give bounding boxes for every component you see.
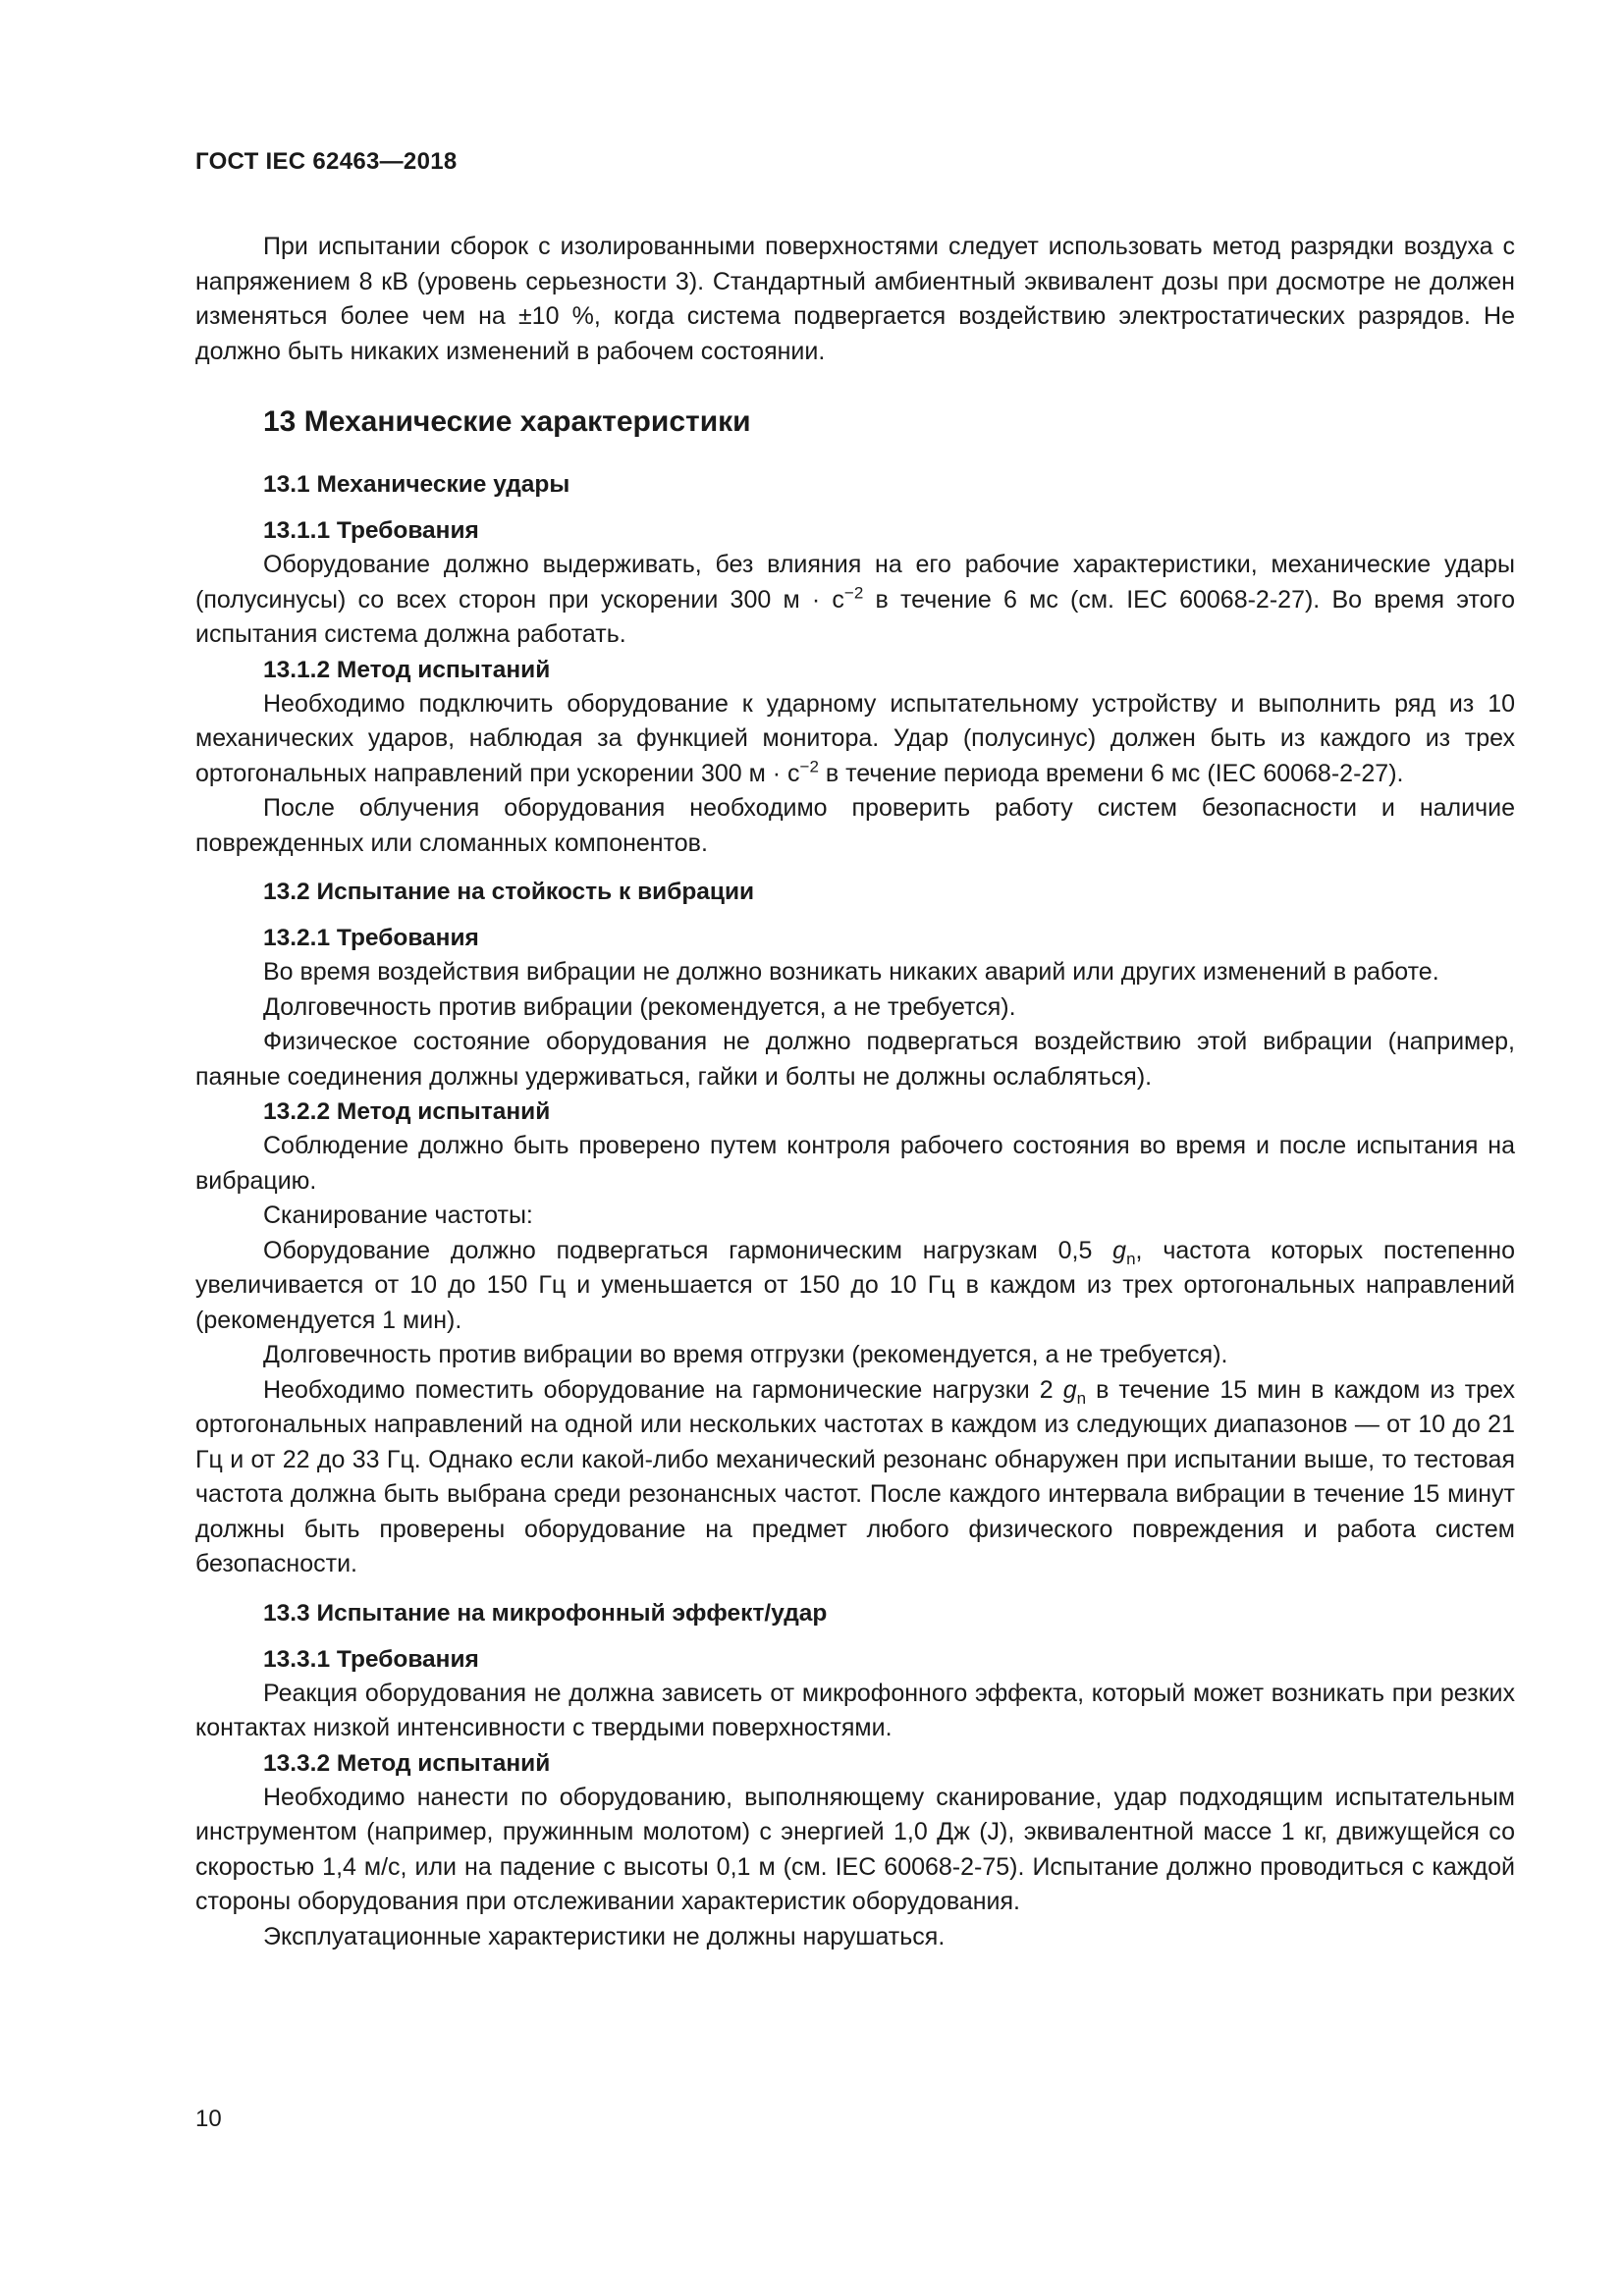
section-13-2-2-paragraph-1: Соблюдение должно быть проверено путем контроля рабочего состояния во время и после испытания на вибрацию.	[195, 1132, 1515, 1195]
section-13-2-title: 13.2 Испытание на стойкость к вибрации	[263, 879, 755, 905]
section-13-2-2-title: 13.2.2 Метод испытаний	[263, 1098, 551, 1125]
section-13-3-title: 13.3 Испытание на микрофонный эффект/удар	[263, 1599, 828, 1627]
document-header: ГОСТ IEC 62463—2018	[195, 148, 458, 175]
section-13-2-1-paragraph-2: Долговечность против вибрации (рекомендуется, а не требуется).	[263, 992, 1016, 1021]
section-13-2-2-paragraph-3: Оборудование должно подвергаться гармоническим нагрузкам 0,5 $g_n$, частота которых постепенно увеличивается от 10 до 150 Гц и уменьшается от 150 до 10 Гц в каждом из трех ортогональных направлений (рекомендуется 1 мин).	[195, 1236, 1515, 1334]
section-13-3-1-title: 13.3.1 Требования	[263, 1645, 479, 1673]
section-13-2-1-paragraph-3: Физическое состояние оборудования не должно подвергаться воздействию этой вибрации (например, паяные соединения должны удерживаться, гайки и болты не должны ослабляться).	[195, 1028, 1515, 1091]
section-13-1-2-paragraph-1: Необходимо подключить оборудование к ударному испытательному устройству и выполнить ряд из 10 механических ударов, наблюдая за функцией монитора. Удар (полусинус) должен быть из каждого из трех ортогональных направлений при ускорении 300 $м \cdot с^{-2}$ в течение периода времени 6 мс (IEC 60068-2-27).	[195, 689, 1515, 787]
section-13-1-2-paragraph-2: После облучения оборудования необходимо проверить работу систем безопасности и наличие поврежденных или сломанных компонентов.	[195, 794, 1515, 857]
section-13-3-2-title: 13.3.2 Метод испытаний	[263, 1749, 551, 1777]
section-13-3-1-paragraph: Реакция оборудования не должна зависеть от микрофонного эффекта, который может возникать при резких контактах низкой интенсивности с твердыми поверхностями.	[195, 1679, 1515, 1741]
document-page	[195, 147, 1515, 1954]
section-13-2-2-paragraph-4: Долговечность против вибрации во время отгрузки (рекомендуется, а не требуется).	[263, 1341, 1228, 1368]
page-number: 10	[195, 2106, 222, 2132]
section-13-1-1-paragraph: Оборудование должно выдерживать, без влияния на его рабочие характеристики, механические удары (полусинусы) со всех сторон при ускорении 300 $м \cdot с^{-2}$ в течение 6 мс (см. IEC 60068-2-27). Во время этого испытания система должна работать.	[195, 551, 1516, 648]
section-13-2-1-title: 13.2.1 Требования	[263, 925, 479, 951]
intro-paragraph: При испытании сборок с изолированными поверхностями следует использовать метод разрядки воздуха с напряжением 8 кВ (уровень серьезности 3). Стандартный амбиентный эквивалент дозы при досмотре не должен изменяться более чем на ±10 %, когда система подвергается воздействию электростатических разрядов. Не должно быть никаких изменений в рабочем состоянии.	[195, 233, 1515, 365]
section-13-title: 13 Механические характеристики	[263, 405, 751, 438]
section-13-2-1-paragraph-1: Во время воздействия вибрации не должно возникать никаких аварий или других изменений в работе.	[263, 958, 1439, 986]
section-13-1-2-title: 13.1.2 Метод испытаний	[263, 656, 551, 683]
section-13-3-2-paragraph-1: Необходимо нанести по оборудованию, выполняющему сканирование, удар подходящим испытательным инструментом (например, пружинным молотом) с энергией 1,0 Дж (J), эквивалентной массе 1 кг, движущейся со скоростью 1,4 м/с, или на падение с высоты 0,1 м (см. IEC 60068-2-75). Испытание должно проводиться с каждой стороны оборудования при отслеживании характеристик оборудования.	[195, 1783, 1515, 1915]
section-13-1-title: 13.1 Механические удары	[263, 471, 570, 498]
section-13-2-2-paragraph-5: Необходимо поместить оборудование на гармонические нагрузки 2 $g_n$ в течение 15 мин в каждом из трех ортогональных направлений на одной или нескольких частотах в каждом из следующих диапазонов — от 10 до 21 Гц и от 22 до 33 Гц. Однако если какой-либо механический резонанс обнаружен при испытании выше, то тестовая частота должна быть выбрана среди резонансных частот. После каждого интервала вибрации в течение 15 минут должны быть проверены оборудование на предмет любого физического повреждения и работа систем безопасности.	[195, 1375, 1515, 1577]
section-13-2-2-paragraph-2: Сканирование частоты:	[263, 1201, 533, 1229]
section-13-1-1-title: 13.1.1 Требования	[263, 517, 479, 544]
section-13-3-2-paragraph-2: Эксплуатационные характеристики не должны нарушаться.	[263, 1922, 946, 1950]
